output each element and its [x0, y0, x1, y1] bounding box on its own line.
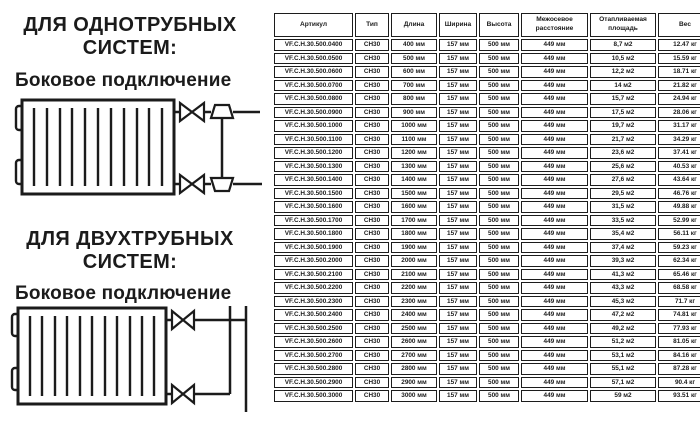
return-pipe-with-valve-icon: [174, 175, 262, 193]
table-cell: CH30: [355, 296, 389, 308]
table-cell: VF.C.H.30.500.2300: [274, 296, 353, 308]
table-cell: VF.C.H.30.500.1200: [274, 147, 353, 159]
table-cell: VF.C.H.30.500.2900: [274, 377, 353, 389]
table-cell: 449 мм: [521, 377, 588, 389]
table-row: [274, 363, 700, 375]
table-cell: 55,1 м2: [590, 363, 656, 375]
table-header-row: [274, 13, 700, 37]
table-cell: 3000 мм: [391, 390, 437, 402]
table-cell: 157 мм: [439, 282, 477, 294]
table-cell: 449 мм: [521, 269, 588, 281]
table-cell: 2500 мм: [391, 323, 437, 335]
table-cell: 57,1 м2: [590, 377, 656, 389]
table-cell: 500 мм: [479, 228, 519, 240]
table-cell: 77.93 кг: [658, 323, 700, 335]
table-row: [274, 269, 700, 281]
table-cell: 500 мм: [479, 350, 519, 362]
table-cell: 449 мм: [521, 201, 588, 213]
table-cell: 500 мм: [479, 309, 519, 321]
table-cell: VF.C.H.30.500.1500: [274, 188, 353, 200]
table-cell: 400 мм: [391, 39, 437, 51]
table-cell: 47,2 м2: [590, 309, 656, 321]
table-cell: 31.17 кг: [658, 120, 700, 132]
table-cell: 43,3 м2: [590, 282, 656, 294]
table-cell: CH30: [355, 377, 389, 389]
table-cell: 17,5 м2: [590, 107, 656, 119]
table-row: [274, 53, 700, 65]
table-cell: 51,2 м2: [590, 336, 656, 348]
table-cell: 2700 мм: [391, 350, 437, 362]
table-cell: 21,7 м2: [590, 134, 656, 146]
table-cell: 700 мм: [391, 80, 437, 92]
table-cell: 500 мм: [479, 66, 519, 78]
table-cell: CH30: [355, 174, 389, 186]
table-cell: CH30: [355, 282, 389, 294]
table-cell: 500 мм: [479, 80, 519, 92]
table-row: [274, 188, 700, 200]
table-cell: 449 мм: [521, 336, 588, 348]
table-cell: 157 мм: [439, 215, 477, 227]
table-cell: 500 мм: [479, 215, 519, 227]
table-row: [274, 309, 700, 321]
table-cell: 12.47 кг: [658, 39, 700, 51]
single-pipe-title: [2, 14, 258, 60]
table-row: [274, 147, 700, 159]
table-cell: 59.23 кг: [658, 242, 700, 254]
single-pipe-radiator-diagram-icon: [6, 96, 270, 200]
table-cell: 449 мм: [521, 93, 588, 105]
spec-table: [272, 11, 700, 404]
table-row: [274, 296, 700, 308]
table-cell: 52.99 кг: [658, 215, 700, 227]
table-cell: 27,6 м2: [590, 174, 656, 186]
table-cell: VF.C.H.30.500.0600: [274, 66, 353, 78]
table-cell: CH30: [355, 93, 389, 105]
table-row: [274, 350, 700, 362]
table-cell: 18.71 кг: [658, 66, 700, 78]
table-cell: CH30: [355, 80, 389, 92]
table-cell: CH30: [355, 66, 389, 78]
table-cell: 449 мм: [521, 296, 588, 308]
table-cell: 49,2 м2: [590, 323, 656, 335]
table-row: [274, 323, 700, 335]
table-cell: CH30: [355, 134, 389, 146]
table-row: [274, 242, 700, 254]
table-cell: 2200 мм: [391, 282, 437, 294]
table-row: [274, 174, 700, 186]
table-cell: 500 мм: [479, 269, 519, 281]
table-cell: 35,4 м2: [590, 228, 656, 240]
table-cell: CH30: [355, 161, 389, 173]
table-cell: 74.81 кг: [658, 309, 700, 321]
table-cell: 157 мм: [439, 350, 477, 362]
table-row: [274, 39, 700, 51]
table-cell: 157 мм: [439, 66, 477, 78]
table-cell: 500 мм: [479, 377, 519, 389]
table-cell: 1500 мм: [391, 188, 437, 200]
two-pipe-title-line1: ДЛЯ ДВУХТРУБНЫХ: [26, 228, 234, 250]
table-cell: 34.29 кг: [658, 134, 700, 146]
table-cell: 449 мм: [521, 188, 588, 200]
table-cell: 157 мм: [439, 107, 477, 119]
table-cell: 157 мм: [439, 336, 477, 348]
table-cell: 28.06 кг: [658, 107, 700, 119]
table-cell: 12,2 м2: [590, 66, 656, 78]
table-cell: 500 мм: [479, 93, 519, 105]
table-cell: VF.C.H.30.500.1800: [274, 228, 353, 240]
table-cell: 449 мм: [521, 309, 588, 321]
table-cell: CH30: [355, 201, 389, 213]
table-cell: 1000 мм: [391, 120, 437, 132]
table-cell: 25,6 м2: [590, 161, 656, 173]
table-cell: 449 мм: [521, 147, 588, 159]
table-cell: VF.C.H.30.500.1300: [274, 161, 353, 173]
table-cell: VF.C.H.30.500.0400: [274, 39, 353, 51]
table-cell: 500 мм: [479, 161, 519, 173]
spec-table-panel: [272, 11, 700, 404]
two-pipe-radiator-diagram-icon: [6, 306, 270, 412]
column-header: Ширина: [439, 13, 477, 37]
table-cell: 449 мм: [521, 120, 588, 132]
table-row: [274, 66, 700, 78]
table-cell: 45,3 м2: [590, 296, 656, 308]
two-pipe-title: [2, 228, 258, 274]
table-cell: 500 мм: [479, 134, 519, 146]
table-cell: 500 мм: [479, 296, 519, 308]
table-cell: 157 мм: [439, 174, 477, 186]
table-cell: 449 мм: [521, 53, 588, 65]
table-cell: 2000 мм: [391, 255, 437, 267]
table-cell: 1600 мм: [391, 201, 437, 213]
table-cell: 19,7 м2: [590, 120, 656, 132]
table-cell: 33,5 м2: [590, 215, 656, 227]
table-cell: 37,4 м2: [590, 242, 656, 254]
table-cell: 157 мм: [439, 309, 477, 321]
table-cell: 157 мм: [439, 269, 477, 281]
table-cell: VF.C.H.30.500.2500: [274, 323, 353, 335]
column-header: Артикул: [274, 13, 353, 37]
table-cell: 41,3 м2: [590, 269, 656, 281]
column-header: Вес: [658, 13, 700, 37]
table-cell: 449 мм: [521, 107, 588, 119]
table-cell: 2100 мм: [391, 269, 437, 281]
table-cell: 449 мм: [521, 242, 588, 254]
table-row: [274, 161, 700, 173]
table-cell: 14 м2: [590, 80, 656, 92]
table-cell: VF.C.H.30.500.2100: [274, 269, 353, 281]
table-cell: 500 мм: [391, 53, 437, 65]
table-cell: 157 мм: [439, 39, 477, 51]
table-cell: 449 мм: [521, 174, 588, 186]
table-cell: 157 мм: [439, 296, 477, 308]
table-cell: 500 мм: [479, 39, 519, 51]
table-cell: CH30: [355, 323, 389, 335]
table-cell: 2600 мм: [391, 336, 437, 348]
table-cell: CH30: [355, 255, 389, 267]
table-cell: 31,5 м2: [590, 201, 656, 213]
table-cell: 500 мм: [479, 120, 519, 132]
table-cell: VF.C.H.30.500.0900: [274, 107, 353, 119]
table-cell: CH30: [355, 215, 389, 227]
table-cell: 8,7 м2: [590, 39, 656, 51]
table-cell: VF.C.H.30.500.2800: [274, 363, 353, 375]
table-cell: 157 мм: [439, 228, 477, 240]
table-cell: 500 мм: [479, 323, 519, 335]
table-row: [274, 390, 700, 402]
radiator-icon: [16, 100, 174, 194]
table-cell: 449 мм: [521, 390, 588, 402]
table-cell: 449 мм: [521, 66, 588, 78]
table-cell: VF.C.H.30.500.2700: [274, 350, 353, 362]
table-row: [274, 80, 700, 92]
table-cell: VF.C.H.30.500.0700: [274, 80, 353, 92]
table-cell: VF.C.H.30.500.1400: [274, 174, 353, 186]
table-cell: 500 мм: [479, 107, 519, 119]
table-cell: CH30: [355, 228, 389, 240]
table-cell: 500 мм: [479, 201, 519, 213]
table-cell: 24.94 кг: [658, 93, 700, 105]
left-panel: [0, 0, 272, 421]
table-cell: 157 мм: [439, 188, 477, 200]
table-cell: 157 мм: [439, 147, 477, 159]
table-cell: 157 мм: [439, 93, 477, 105]
table-cell: 449 мм: [521, 363, 588, 375]
table-cell: 84.16 кг: [658, 350, 700, 362]
table-cell: 43.64 кг: [658, 174, 700, 186]
radiator-icon: [12, 308, 166, 404]
column-header: Межосевое расстояние: [521, 13, 588, 37]
column-header: Высота: [479, 13, 519, 37]
table-cell: 157 мм: [439, 120, 477, 132]
table-cell: 449 мм: [521, 255, 588, 267]
table-cell: 93.51 кг: [658, 390, 700, 402]
table-cell: 1700 мм: [391, 215, 437, 227]
table-cell: 15,7 м2: [590, 93, 656, 105]
table-cell: 449 мм: [521, 350, 588, 362]
table-cell: 59 м2: [590, 390, 656, 402]
table-row: [274, 134, 700, 146]
table-cell: 56.11 кг: [658, 228, 700, 240]
table-row: [274, 336, 700, 348]
table-cell: 500 мм: [479, 255, 519, 267]
single-pipe-subtitle: Боковое подключение: [15, 70, 232, 91]
table-cell: 157 мм: [439, 80, 477, 92]
two-pipe-subtitle: Боковое подключение: [15, 283, 232, 304]
table-row: [274, 120, 700, 132]
table-cell: 500 мм: [479, 336, 519, 348]
table-cell: 500 мм: [479, 188, 519, 200]
table-cell: 500 мм: [479, 174, 519, 186]
table-cell: 157 мм: [439, 377, 477, 389]
table-cell: VF.C.H.30.500.1900: [274, 242, 353, 254]
table-cell: 23,6 м2: [590, 147, 656, 159]
table-row: [274, 93, 700, 105]
table-cell: VF.C.H.30.500.2600: [274, 336, 353, 348]
table-cell: CH30: [355, 390, 389, 402]
table-cell: 449 мм: [521, 282, 588, 294]
table-cell: CH30: [355, 363, 389, 375]
table-cell: 49.88 кг: [658, 201, 700, 213]
table-cell: 10,5 м2: [590, 53, 656, 65]
table-cell: 90.4 кг: [658, 377, 700, 389]
table-cell: 157 мм: [439, 161, 477, 173]
table-cell: 800 мм: [391, 93, 437, 105]
table-cell: 157 мм: [439, 323, 477, 335]
table-row: [274, 107, 700, 119]
table-cell: 500 мм: [479, 363, 519, 375]
table-body: [274, 39, 700, 402]
table-cell: VF.C.H.30.500.2400: [274, 309, 353, 321]
table-cell: 37.41 кг: [658, 147, 700, 159]
table-cell: CH30: [355, 242, 389, 254]
table-cell: VF.C.H.30.500.1700: [274, 215, 353, 227]
table-row: [274, 228, 700, 240]
table-cell: 87.28 кг: [658, 363, 700, 375]
table-cell: 71.7 кг: [658, 296, 700, 308]
table-cell: CH30: [355, 336, 389, 348]
table-cell: 2400 мм: [391, 309, 437, 321]
table-cell: 449 мм: [521, 228, 588, 240]
table-cell: 900 мм: [391, 107, 437, 119]
supply-pipe-with-valve-icon: [174, 103, 260, 121]
supply-pipe-with-valve-icon: [166, 311, 246, 329]
table-cell: 157 мм: [439, 53, 477, 65]
table-cell: 2300 мм: [391, 296, 437, 308]
table-cell: 1200 мм: [391, 147, 437, 159]
table-cell: 157 мм: [439, 255, 477, 267]
table-cell: 449 мм: [521, 80, 588, 92]
table-cell: 53,1 м2: [590, 350, 656, 362]
table-cell: CH30: [355, 147, 389, 159]
table-cell: 500 мм: [479, 53, 519, 65]
table-cell: 29,5 м2: [590, 188, 656, 200]
table-row: [274, 255, 700, 267]
table-cell: VF.C.H.30.500.1000: [274, 120, 353, 132]
table-cell: 1400 мм: [391, 174, 437, 186]
table-cell: 39,3 м2: [590, 255, 656, 267]
table-cell: 1900 мм: [391, 242, 437, 254]
return-pipe-with-valve-icon: [166, 385, 230, 403]
table-cell: 449 мм: [521, 134, 588, 146]
table-cell: VF.C.H.30.500.0800: [274, 93, 353, 105]
table-cell: 157 мм: [439, 363, 477, 375]
table-cell: 40.53 кг: [658, 161, 700, 173]
table-cell: 1300 мм: [391, 161, 437, 173]
table-cell: CH30: [355, 39, 389, 51]
table-row: [274, 215, 700, 227]
table-cell: 157 мм: [439, 390, 477, 402]
two-pipe-title-line2: СИСТЕМ:: [82, 251, 178, 273]
table-cell: 46.76 кг: [658, 188, 700, 200]
table-cell: 500 мм: [479, 242, 519, 254]
column-header: Тип: [355, 13, 389, 37]
table-cell: 68.58 кг: [658, 282, 700, 294]
table-cell: CH30: [355, 269, 389, 281]
table-cell: VF.C.H.30.500.2200: [274, 282, 353, 294]
table-cell: 21.82 кг: [658, 80, 700, 92]
table-cell: CH30: [355, 309, 389, 321]
table-row: [274, 201, 700, 213]
table-cell: 449 мм: [521, 215, 588, 227]
single-pipe-title-line2: СИСТЕМ:: [82, 37, 178, 59]
table-cell: VF.C.H.30.500.2000: [274, 255, 353, 267]
table-cell: 157 мм: [439, 242, 477, 254]
table-row: [274, 377, 700, 389]
table-cell: CH30: [355, 107, 389, 119]
table-cell: 2900 мм: [391, 377, 437, 389]
table-cell: VF.C.H.30.500.1600: [274, 201, 353, 213]
table-cell: 62.34 кг: [658, 255, 700, 267]
table-cell: 449 мм: [521, 39, 588, 51]
table-cell: VF.C.H.30.500.0500: [274, 53, 353, 65]
table-cell: 449 мм: [521, 323, 588, 335]
table-cell: VF.C.H.30.500.3000: [274, 390, 353, 402]
table-cell: 500 мм: [479, 147, 519, 159]
table-cell: 81.05 кг: [658, 336, 700, 348]
table-cell: 2800 мм: [391, 363, 437, 375]
table-row: [274, 282, 700, 294]
column-header: Отапливаемая площадь: [590, 13, 656, 37]
table-cell: 600 мм: [391, 66, 437, 78]
table-cell: CH30: [355, 188, 389, 200]
table-cell: CH30: [355, 53, 389, 65]
table-cell: 65.46 кг: [658, 269, 700, 281]
table-cell: 500 мм: [479, 282, 519, 294]
table-cell: VF.C.H.30.500.1100: [274, 134, 353, 146]
table-cell: 449 мм: [521, 161, 588, 173]
single-pipe-title-line1: ДЛЯ ОДНОТРУБНЫХ: [23, 14, 237, 36]
table-cell: 157 мм: [439, 201, 477, 213]
table-cell: 500 мм: [479, 390, 519, 402]
table-cell: 1100 мм: [391, 134, 437, 146]
table-cell: 15.59 кг: [658, 53, 700, 65]
table-cell: 1800 мм: [391, 228, 437, 240]
table-cell: CH30: [355, 350, 389, 362]
table-cell: 157 мм: [439, 134, 477, 146]
table-cell: CH30: [355, 120, 389, 132]
column-header: Длина: [391, 13, 437, 37]
